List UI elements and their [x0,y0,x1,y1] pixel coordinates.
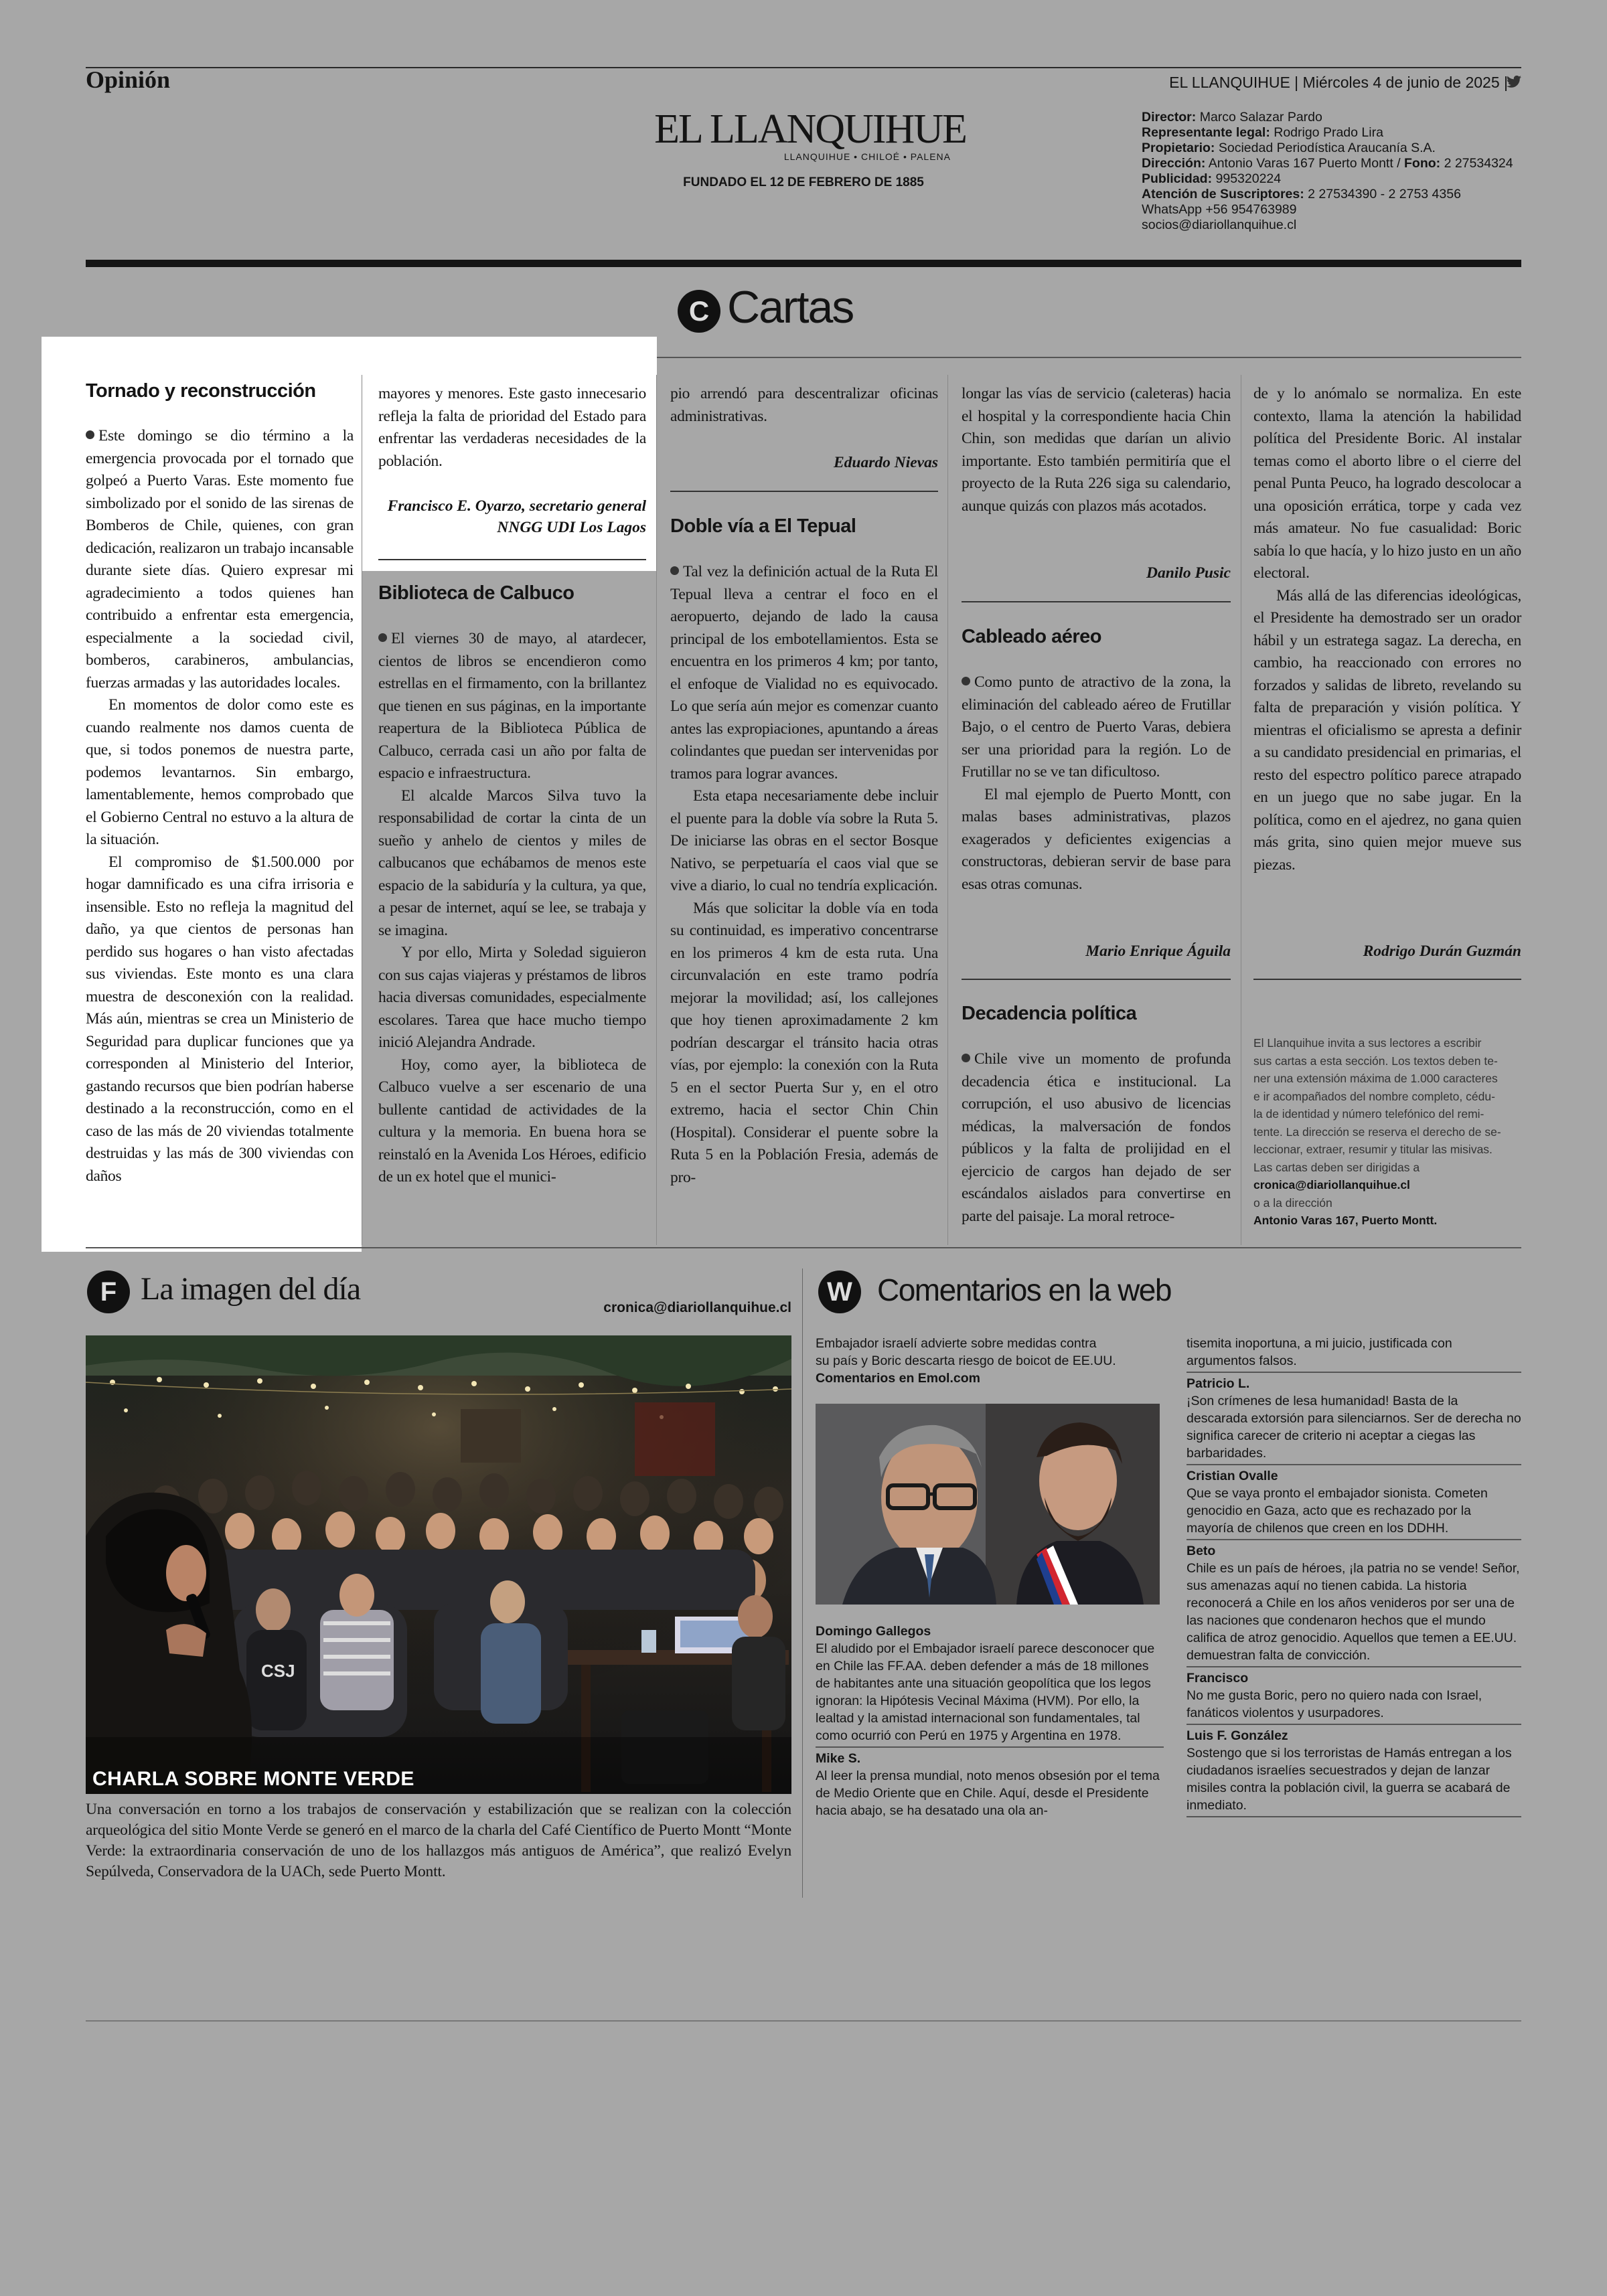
notice-address: Antonio Varas 167, Puerto Montt. [1253,1214,1438,1227]
comment-luis-gonzalez: Luis F. González Sostengo que si los terroristas de Hamás entregan a los ciudadanos israelíes secuestrados y dejan de lanzar misiles contra la población civil, la guerra se acabará de inmediato. [1187,1728,1512,1813]
monte-verde-talk-photo [86,1335,791,1794]
letter-tornado-body: Este domingo se dio término a la emergencia provocada por el tornado que golpeó a Puerto Varas. Este momento fue simbolizado por el sonido de las sirenas de Bomberos de Chile, quienes, con gran dedicación, realizaron un trabajo incansable durante siete días. Quiero expresar mi agradecimiento a todos quienes han contribuido a enfrentar esta emergencia, especialmente a la sociedad civil, bomberos, carabineros, ambulancias, fuerzas armadas y las autoridades locales. En momentos de dolor como este es cuando realmente nos damos cuenta de que, si todos ponemos de nuestra parte, podemos levantarnos. Sin embargo, lamentablemente, hemos comprobado que el Gobierno Central no estuvo a la altura de la situación. El compromiso de $1.500.000 por hogar damnificado es una cifra irrisoria e insensible. Esto no refleja la magnitud del daño, ya que cientos de personas han perdido sus hogares o han visto afectadas sus viviendas. Este monto es una clara muestra de desconexión con la realidad. Más aún, mientras se crea un Ministerio de Seguridad para duplicar funciones que ya corresponden al Ministerio del Interior, gastando recursos que bien podrían haberse destinado a la reconstrucción, como en el caso de las más de 20 viviendas totalmente destruidas y las más de 300 viviendas con daños [86,427,354,1185]
comment-divider [1187,1464,1521,1465]
letter-tepual-continuation: longar las vías de servicio (caleteras) hacia el hospital y la correspondiente hacia Chin Chin, son medidas que darían un alivio importante. Esto también permitiría que el proyecto de la Ruta 226 siga su calendario, aunque quizás con plazos más acotados. [962,385,1231,515]
letter-divider [962,979,1231,980]
letter-divider [670,491,938,492]
section-vertical-rule [802,1268,803,1898]
staff-address: Dirección: Antonio Varas 167 Puerto Montt / Fono: 2 27534324 [1142,156,1513,171]
comment-divider [1187,1372,1521,1373]
web-section-icon: W [818,1270,861,1313]
comment-divider [1187,1724,1521,1725]
comment-patricio-l: Patricio L. ¡Son crímenes de lesa humanidad! Basta de la descarada extorsión para silenciarnos. Ser de derecha no significa carecer de criterio ni aceptar a ciegas las barbaridades. [1187,1376,1521,1461]
top-rule [86,67,1521,68]
cartas-section-icon: C [678,290,720,333]
bullet-icon [670,566,679,575]
staff-legal: Representante legal: Rodrigo Prado Lira [1142,125,1383,140]
cartas-title: Cartas [727,282,854,333]
headline-cableado: Cableado aéreo [962,626,1101,647]
imagen-section-icon: F [87,1270,130,1313]
column-separator [656,375,657,1245]
notice-email[interactable]: cronica@diariollanquihue.cl [1253,1178,1410,1192]
letter-biblioteca-body: El viernes 30 de mayo, al atardecer, cientos de libros se encendieron como estrellas en el firmamento, con la brillantez que tienen en sus páginas, en la importante reapertura de la Biblioteca Pública de Calbuco, cerrada casi un año por falta de espacio e infraestructura. El alcalde Marcos Silva tuvo la responsabilidad de cortar la cinta de un sueño y anhelo de cientos y miles de calbucanos que echábamos de menos este espacio de la sabiduría y la cultura, ya que, a pesar de internet, aquí se lee, se trabaja y se imagina. Y por ello, Mirta y Soledad siguieron con sus cajas viajeras y préstamos de libros hacia diversas comunidades, especialmente escolares. Tarea que hace mucho tiempo inició Alejandra Andrade. Hoy, como ayer, la biblioteca de Calbuco vuelve a ser escenario de una bullente cantidad de actividades de la cultura y la memoria. En buena hora se reinstaló en la Avenida Los Héroes, edificio de un ex hotel que el munici- [378,630,646,1185]
bullet-icon [962,1054,970,1062]
twitter-bird-icon [1507,75,1521,88]
header-thick-rule [86,260,1521,267]
web-title: Comentarios en la web [877,1273,1171,1307]
letters-notice: El Llanquihue invita a sus lectores a escribir sus cartas a esta sección. Los textos deben te- ner una extensión máxima de 1.000 caracteres e ir acompañados del nombre completo, cédu- la de identidad y número telefónico del remi- tente. La dirección se reserva el derecho de se- leccionar, extraer, resumir y titular las misivas. Las cartas deben ser dirigidas a cronica@diariollanquihue.cl o a la dirección Antonio Varas 167, Puerto Montt. [1253,1034,1528,1230]
staff-owner: Propietario: Sociedad Periodística Araucanía S.A. [1142,141,1436,155]
letter-tepual-body: Tal vez la definición actual de la Ruta El Tepual lleva a centrar el foco en el aeropuerto, dejando de lado la causa principal de los embotellamientos. Esta se encuentra en los primeros 4 km; por tanto, el enfoque de Vialidad no es equivocado. Lo que sería aún mejor es comenzar cuanto antes las expropiaciones, apuntando a áreas colindantes que puedan ser intervenidas por tramos para lograr avances. Esta etapa necesariamente debe incluir el puente para la doble vía sobre la Ruta 5. De iniciarse las obras en el sector Bosque Nativo, se perpetuaría el caos vial que se vive a diario, lo cual no tendría explicación. Más que solicitar la doble vía en toda su continuidad, es imperativo concentrarse en los primeros 4 km de esta ruta. Una circunvalación en este tramo podría mejorar la movilidad; así, los callejones que hoy tienen aproximadamente 2 km podrían descargar el tránsito hacia otras vías, por ejemplo: la conexión con la Ruta 5 en el sector Puerta Sur y, en el otro extremo, hacia el sector Chin Chin (Hospital). Considerar el puente sobre la Ruta 5 en la Población Fresia, además de pro- [670,563,938,1186]
masthead-sub: LLANQUIHUE • CHILOÉ • PALENA [783,151,951,162]
staff-box [1142,110,1523,233]
bottom-rule [86,2020,1521,2022]
letter-divider [1253,979,1521,980]
comment-divider [816,1746,1164,1748]
staff-ads: Publicidad: 995320224 [1142,171,1282,186]
signature-nievas: Eduardo Nievas [833,454,938,471]
shirt-text: CSJ [261,1661,295,1681]
letter-tornado-continuation: mayores y menores. Este gasto innecesario refleja la falta de prioridad del Estado para enfrentar las verdaderas necesidades de la población. [378,385,646,470]
web-intro-source[interactable]: Comentarios en Emol.com [816,1371,980,1386]
staff-whatsapp: WhatsApp +56 954763989 [1142,202,1297,217]
comment-beto: Beto Chile es un país de héroes, ¡la patria no se vende! Señor, sus amenazas aquí no tienen cabida. La historia reconocerá a Chile en los años venideros por ser una de las naciones que condenaron hechos que el mundo califica de atroz genocidio. Aquellos que temen a EE.UU. demuestran falta de convicción. [1187,1544,1520,1663]
web-left-comments [816,1623,1164,1819]
masthead: EL LLANQUIHUE [654,106,966,152]
bullet-icon [378,633,387,642]
headline-tepual: Doble vía a El Tepual [670,515,856,537]
comment-francisco: Francisco No me gusta Boric, pero no quiero nada con Israel, fanáticos violentos y usurpadores. [1187,1671,1482,1720]
headline-biblioteca: Biblioteca de Calbuco [378,582,575,604]
letter-divider [962,601,1231,602]
section-label: Opinión [86,66,171,93]
imagen-title: La imagen del día [141,1271,361,1307]
signature-duran: Rodrigo Durán Guzmán [1363,942,1521,960]
comment-cristian-ovalle: Cristian Ovalle Que se vaya pronto el embajador sionista. Cometen genocidio en Gaza, acto que es rechazado por la mayoría de chilenos que creen en los DDHH. [1187,1469,1488,1536]
web-right-comments [1187,1335,1521,1819]
comment-divider [1187,1816,1521,1817]
headline-tornado: Tornado y reconstrucción [86,380,316,402]
bullet-icon [86,430,94,439]
imagen-email[interactable]: cronica@diariollanquihue.cl [603,1300,791,1315]
letter-divider [378,559,646,560]
comment-domingo-gallegos: Domingo Gallegos El aludido por el Embajador israelí parece desconocer que en Chile las FF.AA. deben defender a más de 18 millones de habitantes ante una situación geopolítica que los legos ignoran: la Hipótesis Vecinal Máxima (HVM). Por ello, la lealtad y la amistad internacional son fundamentales, tal como ocurrió con Perú en 1975 y Argentina en 1978. [816,1624,1155,1743]
letter-biblioteca-continuation: pio arrendó para descentralizar oficinas administrativas. [670,385,938,425]
letter-decadencia-continuation: de y lo anómalo se normaliza. En este contexto, llama la atención la habilidad política del Presidente Boric. Al instalar temas como el aborto libre o el cierre del penal Punta Peuco, ha logrado descolocar a una oposición errática, torpe y cada vez más amateur. No fue casualidad: Boric sabía lo que hacía, y lo hizo justo en un año electoral. Más allá de las diferencias ideológicas, el Presidente ha demostrado ser un orador hábil y un estratega sagaz. La derecha, en cambio, ha reaccionado con errores no forzados y salidas de libreto, revelando su falta de preparación y visión política. Y mientras el oficialismo se apresta a definir a su candidato presidencial en primarias, el resto del espectro político parece atrapado en un juego que no sabe jugar. En la política, como en el ajedrez, no gana quien más grita, sino quien mejor mueve sus piezas. [1253,385,1521,874]
staff-director: Director: Marco Salazar Pardo [1142,110,1322,125]
photo-overlay-caption: CHARLA SOBRE MONTE VERDE [92,1768,414,1790]
web-intro: Embajador israelí advierte sobre medidas contra su país y Boric descarta riesgo de boicot de EE.UU. Comentarios en Emol.com [816,1335,1164,1387]
column-separator [947,375,948,1245]
bullet-icon [962,677,970,685]
comment-divider [1187,1666,1521,1667]
headline-decadencia: Decadencia política [962,1003,1137,1024]
signature-pusic: Danilo Pusic [1146,564,1231,582]
dateline: EL LLANQUIHUE | Miércoles 4 de junio de 2025 | [1169,74,1508,91]
cartas-bottom-rule [86,1247,1521,1248]
comment-mike-s: Mike S. Al leer la prensa mundial, noto menos obsesión por el tema de Medio Oriente que en Chile. Aquí, desde el Presidente hacia abajo, se ha desatado una ola an- [816,1751,1160,1818]
comment-continuation: tisemita inoportuna, a mi juicio, justificada con argumentos falsos. [1187,1336,1452,1368]
letter-cableado-body: Como punto de atractivo de la zona, la eliminación del cableado aéreo de Frutillar Bajo, o el centro de Puerto Varas, debiera ser una prioridad para la región. Lo de Frutillar no se ve tan dificultoso. El mal ejemplo de Puerto Montt, con malas bases administrativas, plazos exagerados y deficientes exigencias a constructoras, debieran servir de base para esas otras comunas. [962,673,1231,893]
comment-divider [1187,1539,1521,1540]
imagen-caption: Una conversación en torno a los trabajos de conservación y estabilización que se realizan con la colección arqueológica del sitio Monte Verde se generó en el marco de la charla del Café Científico de Puerto Montt “Monte Verde: la extraordinaria conservación de uno de los hallazgos más antiguos de América”, que realizó Evelyn Sepúlveda, Conservadora de la UACh, sede Puerto Montt. [86,1801,791,1880]
signature-oyarzo: Francisco E. Oyarzo, secretario general NNGG UDI Los Lagos [387,497,646,536]
letter-decadencia-body: Chile vive un momento de profunda decadencia ética e institucional. La corrupción, el uso abusivo de licencias médicas, la malversación de fondos públicos y la falta de prolijidad en el ejercicio de cargos han dejado de ser escándalos aislados para convertirse en parte del paisaje. La moral retroce- [962,1050,1231,1225]
ambassador-and-boric-photo [816,1404,1160,1605]
signature-aguila: Mario Enrique Águila [1085,942,1231,960]
staff-email[interactable]: socios@diariollanquihue.cl [1142,218,1297,232]
founded-line: FUNDADO EL 12 DE FEBRERO DE 1885 [683,175,924,189]
staff-subscribers: Atención de Suscriptores: 2 27534390 - 2 2753 4356 [1142,187,1461,201]
